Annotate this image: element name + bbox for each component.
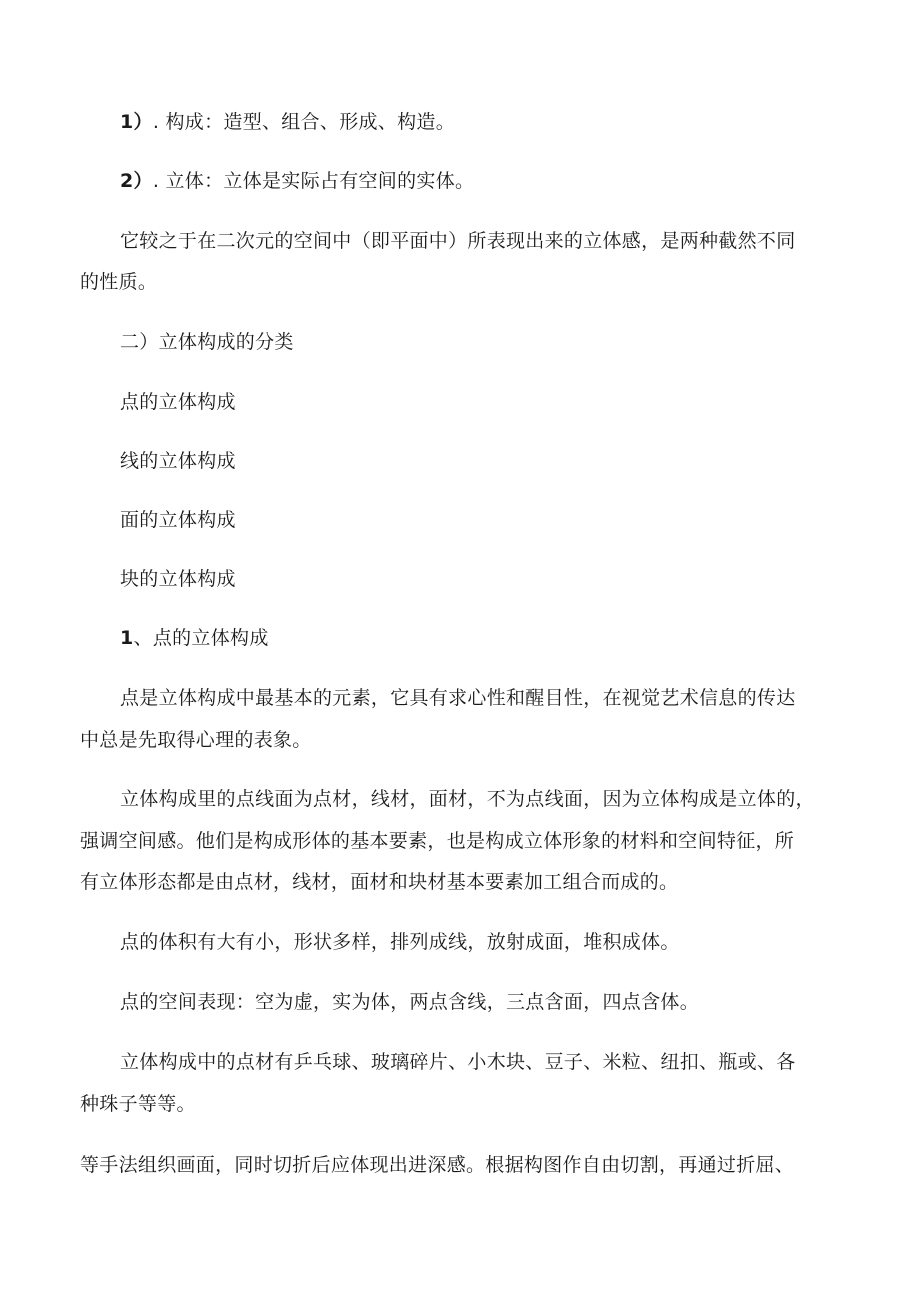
subsection-title: 、点的立体构成 [133,627,269,649]
paragraph-line: 中总是先取得心理的表象。 [80,729,312,751]
paragraph-line: 点的体积有大有小，形状多样，排列成线，放射成面，堆积成体。 [120,931,680,953]
item-text: . 构成：造型、组合、形成、构造。 [152,111,456,133]
section-heading: 二）立体构成的分类 [120,331,294,353]
item-text: . 立体：立体是实际占有空间的实体。 [152,170,475,192]
subsection-heading [120,626,269,650]
item-number: 2） [120,170,153,192]
paragraph-line: 种珠子等等。 [80,1093,196,1115]
item-number: 1） [120,111,153,133]
paragraph-line: 立体构成里的点线面为点材，线材，面材，不为点线面，因为立体构成是立体的， [120,788,815,810]
paragraph-line: 它较之于在二次元的空间中（即平面中）所表现出来的立体感，是两种截然不同 [120,230,796,252]
item-2-solid [120,169,474,193]
paragraph-line: 有立体形态都是由点材，线材，面材和块材基本要素加工组合而成的。 [80,871,679,893]
paragraph-line: 点是立体构成中最基本的元素，它具有求心性和醒目性，在视觉艺术信息的传达 [120,687,796,709]
paragraph-line: 的性质。 [80,271,158,293]
list-item: 点的立体构成 [120,391,236,413]
list-item: 面的立体构成 [120,509,236,531]
subsection-number: 1 [120,627,134,649]
paragraph-line: 立体构成中的点材有乒乓球、玻璃碎片、小木块、豆子、米粒、纽扣、瓶或、各 [120,1051,796,1073]
paragraph-line: 强调空间感。他们是构成形体的基本要素，也是构成立体形象的材料和空间特征，所 [80,830,795,852]
list-item: 线的立体构成 [120,450,236,472]
paragraph-line: 等手法组织画面，同时切折后应体现出进深感。根据构图作自由切割，再通过折屈、 [80,1154,795,1176]
paragraph-line: 点的空间表现：空为虚，实为体，两点含线，三点含面，四点含体。 [120,991,700,1013]
item-1-construction [120,110,455,134]
list-item: 块的立体构成 [120,568,236,590]
